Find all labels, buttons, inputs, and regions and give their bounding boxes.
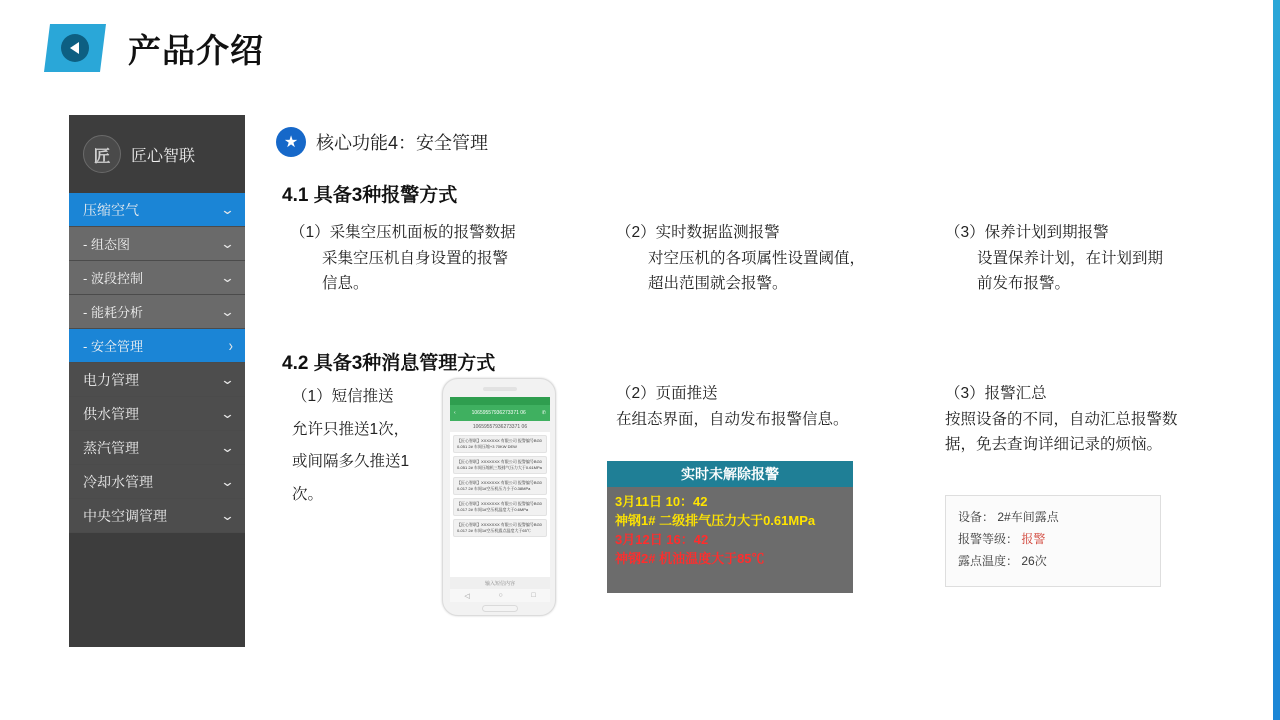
back-arrow-icon[interactable]: ‹ bbox=[454, 410, 456, 416]
sidebar-item-label: 压缩空气 bbox=[83, 201, 139, 218]
sidebar-item-cooling-water[interactable] bbox=[69, 465, 245, 499]
back-triangle-icon[interactable]: ◁ bbox=[464, 592, 470, 600]
chevron-down-icon: ⌄ bbox=[220, 405, 235, 421]
chevron-down-icon: ⌄ bbox=[220, 235, 235, 251]
sidebar-item-label: - 组态图 bbox=[83, 237, 130, 252]
summary-label: 露点温度： bbox=[958, 554, 1019, 569]
sidebar-item-label: 中央空调管理 bbox=[83, 507, 167, 524]
right-edge-decoration bbox=[1273, 0, 1280, 720]
sidebar-item-steam-management[interactable] bbox=[69, 431, 245, 465]
phone-screen bbox=[450, 397, 550, 577]
alarm-summary-card bbox=[945, 495, 1161, 587]
section-42-column-1 bbox=[292, 381, 452, 511]
core-function-row bbox=[276, 127, 488, 157]
phone-icon[interactable]: ✆ bbox=[541, 410, 546, 416]
column-line: 对空压机的各项属性设置阈值， bbox=[648, 249, 866, 267]
summary-row bbox=[958, 550, 1148, 572]
list-item: 【匠心智联】XXXXXXX 有限公司 报警编号BG00-017 2# 车间1#空压机露点温度大于65℃ bbox=[453, 519, 547, 537]
slide-header bbox=[0, 18, 264, 78]
column-title: （1）短信推送 bbox=[292, 388, 394, 405]
chevron-down-icon: ⌄ bbox=[220, 507, 235, 523]
header-badge bbox=[44, 24, 106, 72]
summary-label: 报警等级： bbox=[958, 532, 1019, 547]
phone-mockup bbox=[442, 378, 556, 616]
column-line: 允许只推送1次， bbox=[292, 420, 410, 438]
list-item: 【匠心智联】XXXXXXX 有限公司 报警编号BG00-017 2# 车间1#空压机压力小于0.38MPa bbox=[453, 477, 547, 495]
summary-value: 报警 bbox=[1021, 532, 1046, 547]
brand-logo-icon: 匠 bbox=[83, 135, 121, 173]
alarm-panel-body bbox=[607, 487, 853, 568]
sidebar-item-label: 电力管理 bbox=[83, 371, 139, 388]
chevron-down-icon: ⌄ bbox=[220, 371, 235, 387]
sidebar-item-scada[interactable] bbox=[69, 227, 245, 261]
sidebar-item-label: - 能耗分析 bbox=[83, 305, 143, 320]
core-function-label: 核心功能4：安全管理 bbox=[316, 133, 489, 153]
sidebar-item-safety-management[interactable] bbox=[69, 329, 245, 363]
chevron-down-icon: ⌄ bbox=[220, 473, 235, 489]
sidebar-item-label: - 安全管理 bbox=[83, 339, 143, 354]
column-line: 前发布报警。 bbox=[977, 275, 1071, 293]
chevron-down-icon: ⌄ bbox=[220, 303, 235, 319]
phone-speaker bbox=[483, 387, 517, 391]
summary-row bbox=[958, 506, 1148, 528]
sidebar-item-band-control[interactable] bbox=[69, 261, 245, 295]
chevron-down-icon: ⌄ bbox=[220, 201, 235, 217]
sidebar-brand bbox=[69, 115, 245, 193]
phone-contact: 10659557936273371 06 bbox=[471, 410, 526, 416]
phone-sms-input[interactable]: 输入短信内容 bbox=[450, 577, 550, 589]
chevron-right-icon: › bbox=[228, 336, 233, 355]
list-item: 【匠心智联】XXXXXXX 有限公司 报警编号BG00-051 2# 车间压缩机三级排气压力大于0.61MPa bbox=[453, 456, 547, 474]
summary-value: 26次 bbox=[1021, 554, 1047, 569]
summary-label: 设备： bbox=[958, 510, 995, 524]
section-41-column-1 bbox=[290, 220, 590, 297]
sidebar-item-label: 蒸汽管理 bbox=[83, 439, 139, 456]
play-triangle-icon bbox=[61, 34, 89, 62]
section-42-column-3 bbox=[945, 381, 1257, 458]
section-42-heading: 4.2 具备3种消息管理方式 bbox=[282, 353, 496, 374]
column-line: 按照设备的不同，自动汇总报警数 bbox=[945, 410, 1178, 428]
sidebar-item-label: 冷却水管理 bbox=[83, 473, 153, 490]
alarm-row-time: 3月11日 10：42 bbox=[615, 494, 708, 509]
alarm-row-text: 神钢2# 机油温度大于85℃ bbox=[615, 550, 765, 566]
section-41-column-3 bbox=[945, 220, 1255, 297]
section-41-heading: 4.1 具备3种报警方式 bbox=[282, 185, 458, 206]
app-sidebar-mock bbox=[69, 115, 245, 647]
sidebar-item-label: - 波段控制 bbox=[83, 271, 143, 286]
page-title: 产品介绍 bbox=[128, 31, 264, 69]
sidebar-item-central-ac[interactable] bbox=[69, 499, 245, 533]
column-title: （3）报警汇总 bbox=[945, 385, 1047, 402]
column-line: 或间隔多久推送1 bbox=[292, 453, 410, 471]
column-line: 信息。 bbox=[322, 275, 369, 293]
star-badge-icon: ★ bbox=[276, 127, 306, 157]
phone-message-list bbox=[450, 432, 550, 543]
column-title: （1）采集空压机面板的报警数据 bbox=[290, 224, 516, 241]
recents-square-icon[interactable]: □ bbox=[531, 592, 536, 599]
column-line: 设置保养计划，在计划到期 bbox=[977, 249, 1164, 267]
column-title: （3）保养计划到期报警 bbox=[945, 224, 1109, 241]
chevron-down-icon: ⌄ bbox=[220, 439, 235, 455]
summary-row bbox=[958, 528, 1148, 550]
column-line: 据，免去查询详细记录的烦恼。 bbox=[945, 436, 1163, 454]
sidebar-item-energy-analysis[interactable] bbox=[69, 295, 245, 329]
summary-value: 2#车间露点 bbox=[997, 510, 1059, 524]
sidebar-item-power-management[interactable] bbox=[69, 363, 245, 397]
section-41-column-2 bbox=[616, 220, 916, 297]
column-title: （2）实时数据监测报警 bbox=[616, 224, 780, 241]
list-item: 【匠心智联】XXXXXXX 有限公司 报警编号BG00-051 2# 车间压缩+3 70KW DEW bbox=[453, 435, 547, 453]
section-42-column-2 bbox=[616, 381, 916, 432]
column-line: 在组态界面，自动发布报警信息。 bbox=[616, 410, 849, 428]
column-title: （2）页面推送 bbox=[616, 385, 718, 402]
column-line: 次。 bbox=[292, 485, 324, 503]
alarm-panel-title: 实时未解除报警 bbox=[607, 461, 853, 487]
list-item: 【匠心智联】XXXXXXX 有限公司 报警编号BG00-017 2# 车间1#空压机温度大于0.6MPa bbox=[453, 498, 547, 516]
phone-sms-header bbox=[450, 405, 550, 421]
phone-navbar bbox=[450, 589, 550, 602]
alarm-row-text: 神钢1# 二级排气压力大于0.61MPa bbox=[615, 512, 816, 528]
chevron-down-icon: ⌄ bbox=[220, 269, 235, 285]
column-line: 采集空压机自身设置的报警 bbox=[322, 249, 509, 267]
column-line: 超出范围就会报警。 bbox=[648, 275, 788, 293]
realtime-alarm-panel bbox=[607, 461, 853, 593]
sidebar-item-water-supply[interactable] bbox=[69, 397, 245, 431]
sidebar-item-compressed-air[interactable] bbox=[69, 193, 245, 227]
home-circle-icon[interactable]: ○ bbox=[498, 592, 503, 599]
alarm-row-time: 3月12日 16：42 bbox=[615, 531, 709, 547]
brand-name: 匠心智联 bbox=[131, 147, 196, 165]
phone-home-button bbox=[482, 605, 518, 612]
sidebar-item-label: 供水管理 bbox=[83, 405, 139, 422]
phone-number-line: 10659557936273371 06 bbox=[450, 421, 550, 432]
phone-statusbar bbox=[450, 397, 550, 405]
